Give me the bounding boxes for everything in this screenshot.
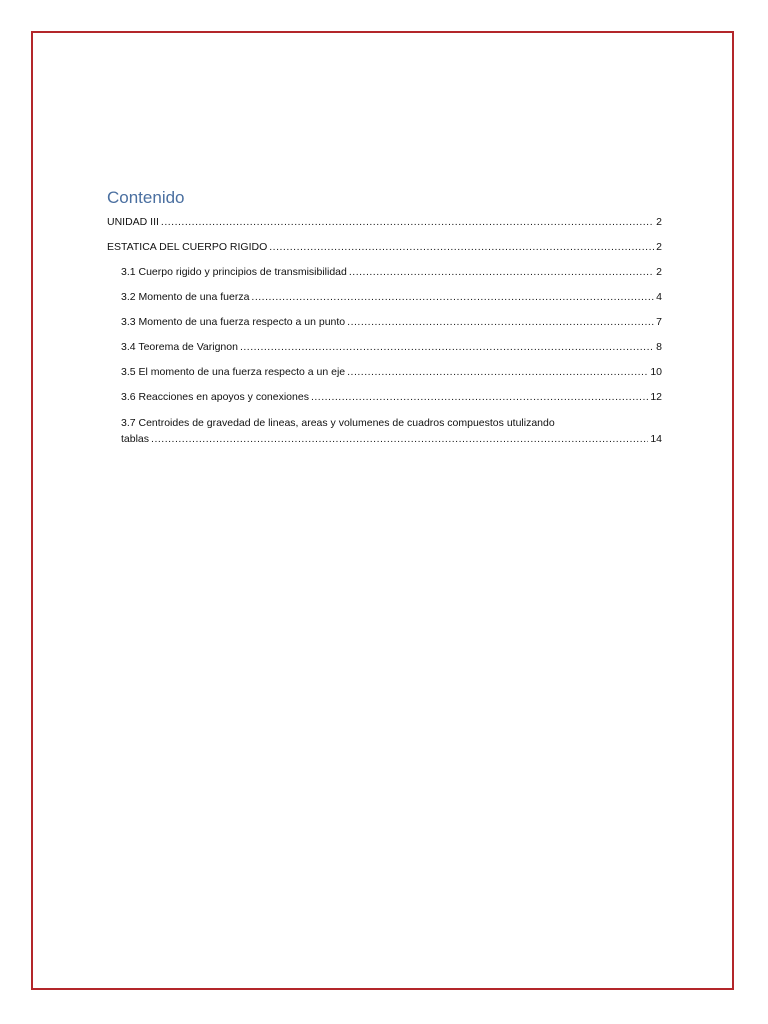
toc-entry-3-1[interactable]: [121, 265, 662, 279]
toc-entry-label: 3.6 Reacciones en apoyos y conexiones: [121, 391, 309, 403]
toc-entry-page: 2: [656, 241, 662, 253]
table-of-contents: [107, 187, 662, 446]
toc-leader-dots: [251, 290, 654, 304]
toc-entry-page: 12: [650, 391, 662, 403]
toc-entry-3-7[interactable]: [121, 415, 662, 446]
toc-entry-3-6[interactable]: [121, 390, 662, 404]
toc-leader-dots: [347, 365, 648, 379]
toc-entry-label-line1: 3.7 Centroides de gravedad de lineas, areas y volumenes de cuadros compuestos utulizando: [121, 417, 555, 429]
toc-entry-label: 3.4 Teorema de Varignon: [121, 341, 238, 353]
toc-entry-page: 14: [650, 433, 662, 445]
toc-title: Contenido: [107, 188, 185, 207]
toc-entry-page: 2: [656, 266, 662, 278]
toc-entry-3-4[interactable]: [121, 340, 662, 354]
toc-leader-dots: [349, 265, 654, 279]
toc-entry-3-2[interactable]: [121, 290, 662, 304]
toc-entry-label: 3.1 Cuerpo rigido y principios de transmisibilidad: [121, 266, 347, 278]
toc-entry-label: 3.3 Momento de una fuerza respecto a un punto: [121, 316, 346, 328]
toc-entry-label: UNIDAD III: [107, 216, 159, 228]
toc-entry-page: 8: [656, 341, 662, 353]
toc-leader-dots: [161, 215, 654, 229]
toc-entry-label: 3.2 Momento de una fuerza: [121, 291, 250, 303]
page-border: [31, 31, 734, 990]
toc-entry-3-5[interactable]: [121, 365, 662, 379]
toc-entry-page: 4: [656, 291, 662, 303]
toc-leader-dots: [269, 240, 654, 254]
toc-leader-dots: [151, 432, 648, 446]
toc-entry-page: 2: [656, 216, 662, 228]
toc-entry-unidad[interactable]: [107, 215, 662, 229]
toc-leader-dots: [311, 390, 648, 404]
toc-entry-estatica[interactable]: [107, 240, 662, 254]
toc-entry-label: ESTATICA DEL CUERPO RIGIDO: [107, 241, 268, 253]
toc-entry-continuation: [121, 432, 662, 446]
toc-entry-page: 10: [650, 366, 662, 378]
toc-leader-dots: [347, 315, 654, 329]
toc-entry-label-line2: tablas: [121, 433, 150, 445]
toc-entry-page: 7: [656, 316, 662, 328]
toc-leader-dots: [240, 340, 654, 354]
toc-entry-label: 3.5 El momento de una fuerza respecto a un eje: [121, 366, 346, 378]
toc-entry-3-3[interactable]: [121, 315, 662, 329]
